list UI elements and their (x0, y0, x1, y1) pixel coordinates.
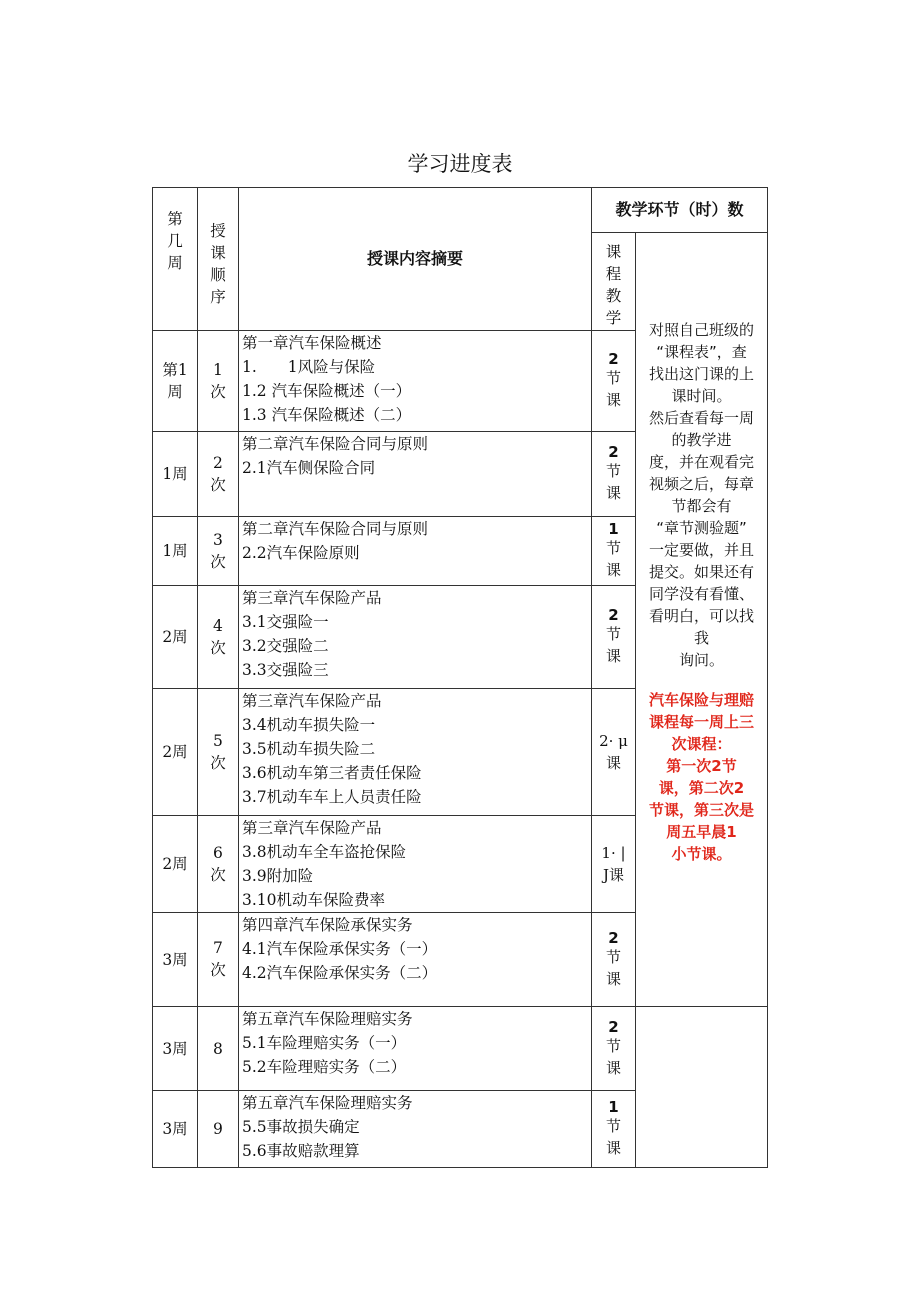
content-line: 3.5机动车损失险二 (242, 740, 376, 758)
content-line: 3.8机动车全车盗抢保险 (242, 843, 407, 861)
reminder-line: 课，第二次2 (658, 779, 745, 797)
week-cell: 3周 (153, 1007, 198, 1091)
header-section-hours: 教学环节（时）数 (592, 188, 768, 233)
lesson-count: 1 (608, 520, 619, 538)
lesson-suffix: 课 (605, 1139, 621, 1157)
header-order: 授课顺序 (198, 188, 239, 331)
lesson-suffix: J课 (602, 866, 624, 884)
lesson-suffix: 课 (605, 969, 621, 988)
lesson-count: 2 (608, 1017, 619, 1036)
lesson-count-cell (592, 586, 636, 689)
week-cell: 2周 (153, 586, 198, 689)
week-cell: 3周 (153, 1091, 198, 1168)
content-line: 第五章汽车保险理赔实务 (242, 1010, 413, 1028)
reminder-line: 次课程： (671, 735, 732, 753)
lesson-count-cell (592, 913, 636, 1007)
lesson-count-cell (592, 517, 636, 586)
content-line: 第二章汽车保险合同与原则 (242, 435, 429, 453)
content-line: 3.9附加险 (242, 867, 314, 885)
header-course-teaching: 课程教学 (592, 233, 636, 331)
reminder-line: 周五早晨1 (666, 823, 737, 841)
content-cell (239, 1091, 592, 1168)
lesson-suffix: 课 (605, 391, 621, 409)
note-line: 然后查看每一周 (649, 409, 755, 427)
lesson-unit: 节 (605, 947, 621, 966)
content-cell (239, 913, 592, 1007)
content-line: 第三章汽车保险产品 (242, 692, 382, 710)
reminder-line: 小节课。 (671, 845, 732, 863)
content-line: 第一章汽车保险概述 (242, 334, 382, 352)
note-line: 视频之后，每章 (649, 475, 755, 493)
order-cell: 8 (198, 1007, 239, 1091)
content-cell (239, 432, 592, 517)
order-cell: 5次 (198, 689, 239, 816)
content-cell (239, 517, 592, 586)
content-line: 3.7机动车车上人员责任险 (242, 788, 422, 806)
content-cell (239, 689, 592, 816)
lesson-count-cell (592, 1091, 636, 1168)
lesson-unit: 节 (605, 462, 621, 480)
order-cell: 6次 (198, 816, 239, 913)
content-line: 2.2汽车保险原则 (242, 544, 360, 562)
lesson-count: 2 (608, 350, 619, 368)
week-cell: 1周 (153, 517, 198, 586)
week-cell: 3周 (153, 913, 198, 1007)
order-cell: 4次 (198, 586, 239, 689)
content-line: 1.2 汽车保险概述（一） (242, 382, 412, 400)
content-line: 2.1汽车侧保险合同 (242, 459, 376, 477)
schedule-table (152, 187, 768, 1168)
lesson-count-cell (592, 816, 636, 913)
content-cell (239, 586, 592, 689)
empty-note-cell (636, 1007, 768, 1168)
content-line: 1. 1风险与保险 (242, 358, 376, 376)
lesson-count: 2 (608, 443, 619, 461)
lesson-unit: 2· μ (599, 732, 628, 750)
note-line: 找出这门课的上 (649, 365, 755, 383)
reminder-line: 第一次2节 (666, 757, 737, 775)
order-cell: 9 (198, 1091, 239, 1168)
content-line: 4.1汽车保险承保实务（一） (242, 940, 438, 958)
content-line: 第三章汽车保险产品 (242, 589, 382, 607)
instruction-note (636, 233, 768, 1007)
lesson-suffix: 课 (605, 484, 621, 502)
lesson-count: 2 (608, 606, 619, 624)
header-week: 第几周 (153, 188, 198, 331)
content-line: 3.10机动车保险费率 (242, 891, 386, 909)
note-line: 对照自己班级的 (649, 321, 755, 339)
content-line: 3.6机动车第三者责任保险 (242, 764, 422, 782)
lesson-unit: 节 (605, 625, 621, 643)
content-line: 3.1交强险一 (242, 613, 329, 631)
note-line: “章节测验题” (656, 519, 747, 537)
lesson-unit: 节 (605, 539, 621, 557)
content-line: 5.6事故赔款理算 (242, 1142, 360, 1160)
order-cell: 7次 (198, 913, 239, 1007)
content-line: 第四章汽车保险承保实务 (242, 916, 413, 934)
schedule-row (153, 1007, 768, 1091)
lesson-suffix: 课 (605, 1058, 621, 1077)
lesson-unit: 节 (605, 369, 621, 387)
content-line: 3.4机动车损失险一 (242, 716, 376, 734)
note-line: 课时间。 (671, 387, 732, 405)
lesson-unit: 节 (605, 1036, 621, 1055)
note-line: 看明白，可以找 (649, 607, 755, 625)
lesson-suffix: 课 (605, 647, 621, 665)
content-line: 5.1车险理赔实务（一） (242, 1034, 407, 1052)
lesson-suffix: 课 (605, 561, 621, 579)
week-cell: 1周 (153, 432, 198, 517)
page-title: 学习进度表 (407, 152, 513, 176)
week-cell: 2周 (153, 816, 198, 913)
content-cell (239, 1007, 592, 1091)
order-cell: 1次 (198, 331, 239, 432)
header-content: 授课内容摘要 (239, 188, 592, 331)
reminder-line: 节课，第三次是 (649, 801, 755, 819)
week-cell: 2周 (153, 689, 198, 816)
content-line: 第五章汽车保险理赔实务 (242, 1094, 413, 1112)
note-line: 同学没有看懂、 (649, 585, 755, 603)
note-line: 的教学进 (671, 431, 732, 449)
note-line: 一定要做，并且 (649, 541, 755, 559)
lesson-count-cell (592, 1007, 636, 1091)
lesson-count-cell (592, 432, 636, 517)
content-cell (239, 331, 592, 432)
order-cell: 3次 (198, 517, 239, 586)
schedule-reminder (636, 689, 767, 865)
content-line: 第二章汽车保险合同与原则 (242, 520, 429, 538)
content-line: 5.5事故损失确定 (242, 1118, 360, 1136)
reminder-line: 汽车保险与理赔 (649, 691, 755, 709)
lesson-count: 2 (608, 928, 619, 947)
lesson-count: 1 (608, 1098, 619, 1116)
note-line: 度，并在观看完 (649, 453, 755, 471)
note-line: 询问。 (679, 651, 725, 669)
lesson-unit: 节 (605, 1117, 621, 1135)
note-line: “课程表”，查 (656, 343, 747, 361)
content-line: 3.2交强险二 (242, 637, 329, 655)
week-cell: 第1周 (153, 331, 198, 432)
reminder-line: 课程每一周上三 (649, 713, 755, 731)
content-line: 5.2车险理赔实务（二） (242, 1058, 407, 1076)
lesson-unit: 1· | (601, 844, 626, 862)
lesson-suffix: 课 (605, 754, 621, 772)
content-cell (239, 816, 592, 913)
content-line: 1.3 汽车保险概述（二） (242, 406, 412, 424)
order-cell: 2次 (198, 432, 239, 517)
note-line: 我 (694, 629, 710, 647)
content-line: 4.2汽车保险承保实务（二） (242, 964, 438, 982)
lesson-count-cell (592, 331, 636, 432)
lesson-count-cell (592, 689, 636, 816)
content-line: 第三章汽车保险产品 (242, 819, 382, 837)
note-line: 提交。如果还有 (649, 563, 755, 581)
note-line: 节都会有 (671, 497, 732, 515)
content-line: 3.3交强险三 (242, 661, 329, 679)
